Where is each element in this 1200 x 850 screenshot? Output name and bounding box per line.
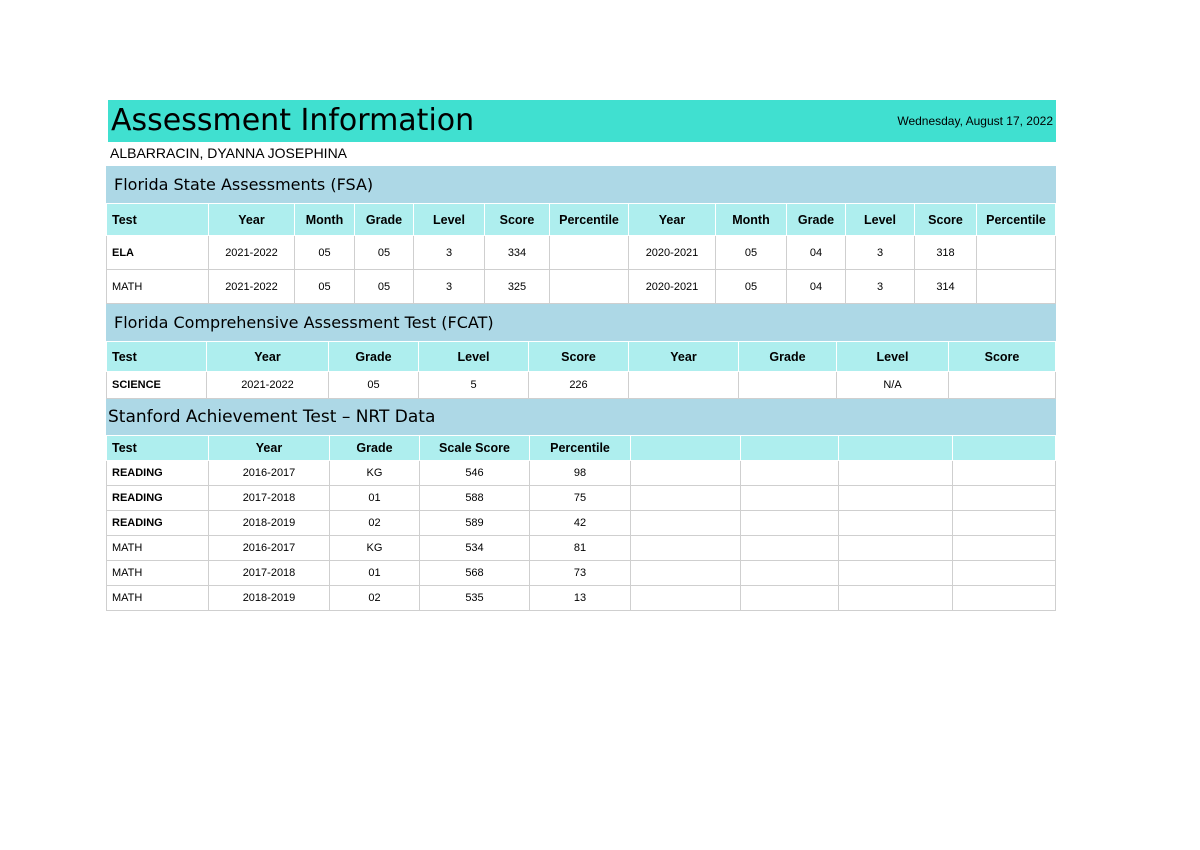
table-cell: 226 (529, 372, 629, 399)
table-cell: 568 (420, 561, 530, 586)
column-header: Score (485, 204, 550, 236)
table-cell (631, 586, 741, 611)
table-cell (550, 270, 629, 304)
fsa-table (106, 203, 1056, 304)
table-cell: 73 (530, 561, 631, 586)
nrt-header-row (107, 436, 1056, 461)
table-cell: READING (107, 461, 209, 486)
table-cell: 589 (420, 511, 530, 536)
column-header: Percentile (530, 436, 631, 461)
table-row (107, 372, 1056, 399)
column-header: Month (716, 204, 787, 236)
table-cell (629, 372, 739, 399)
table-cell: 546 (420, 461, 530, 486)
column-header: Test (107, 342, 207, 372)
table-cell: READING (107, 511, 209, 536)
table-cell: 81 (530, 536, 631, 561)
table-cell: 2016-2017 (209, 536, 330, 561)
student-name: ALBARRACIN, DYANNA JOSEPHINA (110, 145, 348, 161)
page-title: Assessment Information (111, 103, 475, 138)
table-cell (839, 536, 953, 561)
table-cell (631, 536, 741, 561)
column-header (741, 436, 839, 461)
table-cell: 3 (846, 236, 915, 270)
column-header: Test (107, 436, 209, 461)
table-cell: 42 (530, 511, 631, 536)
column-header: Grade (739, 342, 837, 372)
column-header (953, 436, 1056, 461)
table-cell: 5 (419, 372, 529, 399)
table-cell: 334 (485, 236, 550, 270)
table-cell: MATH (107, 270, 209, 304)
table-cell (839, 586, 953, 611)
table-cell (741, 461, 839, 486)
table-row (107, 586, 1056, 611)
table-cell: 325 (485, 270, 550, 304)
table-cell: 2018-2019 (209, 586, 330, 611)
table-cell: 314 (915, 270, 977, 304)
column-header: Percentile (550, 204, 629, 236)
column-header: Level (846, 204, 915, 236)
table-cell: READING (107, 486, 209, 511)
table-cell: N/A (837, 372, 949, 399)
column-header: Level (414, 204, 485, 236)
table-cell: MATH (107, 561, 209, 586)
table-row (107, 236, 1056, 270)
table-cell: 2021-2022 (209, 270, 295, 304)
table-cell (953, 486, 1056, 511)
table-row (107, 536, 1056, 561)
table-cell (741, 511, 839, 536)
table-cell (953, 461, 1056, 486)
table-cell: 3 (414, 270, 485, 304)
table-cell: 588 (420, 486, 530, 511)
table-cell: 2020-2021 (629, 236, 716, 270)
table-row (107, 511, 1056, 536)
table-cell: 05 (716, 270, 787, 304)
table-cell: 04 (787, 270, 846, 304)
table-row (107, 486, 1056, 511)
table-cell (953, 536, 1056, 561)
fcat-table (106, 341, 1056, 399)
table-cell (741, 561, 839, 586)
column-header: Year (629, 204, 716, 236)
table-cell: 04 (787, 236, 846, 270)
table-cell: 02 (330, 586, 420, 611)
table-cell: 535 (420, 586, 530, 611)
table-cell: 318 (915, 236, 977, 270)
table-cell: 05 (355, 236, 414, 270)
column-header: Month (295, 204, 355, 236)
table-cell: SCIENCE (107, 372, 207, 399)
table-cell (631, 461, 741, 486)
column-header: Grade (355, 204, 414, 236)
nrt-section-title: Stanford Achievement Test – NRT Data (106, 399, 1056, 435)
table-cell (839, 561, 953, 586)
table-cell (741, 586, 839, 611)
table-cell: 2017-2018 (209, 486, 330, 511)
table-cell (953, 586, 1056, 611)
fcat-section-title: Florida Comprehensive Assessment Test (FCAT) (106, 304, 1056, 341)
table-cell (949, 372, 1056, 399)
column-header: Year (209, 436, 330, 461)
table-cell: 05 (716, 236, 787, 270)
table-row (107, 561, 1056, 586)
column-header: Year (209, 204, 295, 236)
table-row (107, 461, 1056, 486)
table-cell (741, 486, 839, 511)
table-cell: KG (330, 536, 420, 561)
column-header: Score (529, 342, 629, 372)
table-cell: 2021-2022 (207, 372, 329, 399)
fcat-header-row (107, 342, 1056, 372)
table-cell: MATH (107, 536, 209, 561)
column-header (631, 436, 741, 461)
table-cell: 2017-2018 (209, 561, 330, 586)
table-cell: 02 (330, 511, 420, 536)
table-cell (839, 486, 953, 511)
table-cell: MATH (107, 586, 209, 611)
table-cell: 534 (420, 536, 530, 561)
table-cell (631, 511, 741, 536)
table-cell: 2020-2021 (629, 270, 716, 304)
table-cell: 01 (330, 486, 420, 511)
table-cell: 3 (414, 236, 485, 270)
table-row (107, 270, 1056, 304)
column-header: Year (629, 342, 739, 372)
table-cell: 05 (295, 236, 355, 270)
table-cell: 98 (530, 461, 631, 486)
column-header: Grade (787, 204, 846, 236)
column-header: Level (837, 342, 949, 372)
table-cell: 05 (355, 270, 414, 304)
column-header: Percentile (977, 204, 1056, 236)
table-cell (741, 536, 839, 561)
table-cell: 2021-2022 (209, 236, 295, 270)
table-cell: 13 (530, 586, 631, 611)
column-header (839, 436, 953, 461)
table-cell: 2018-2019 (209, 511, 330, 536)
table-cell (631, 561, 741, 586)
table-cell: 05 (295, 270, 355, 304)
column-header: Test (107, 204, 209, 236)
table-cell (839, 511, 953, 536)
table-cell (977, 270, 1056, 304)
table-cell (550, 236, 629, 270)
column-header: Level (419, 342, 529, 372)
column-header: Grade (330, 436, 420, 461)
table-cell: ELA (107, 236, 209, 270)
table-cell (953, 561, 1056, 586)
table-cell (839, 461, 953, 486)
table-cell: 05 (329, 372, 419, 399)
report-date: Wednesday, August 17, 2022 (897, 114, 1053, 128)
table-cell: 01 (330, 561, 420, 586)
column-header: Score (949, 342, 1056, 372)
table-cell: KG (330, 461, 420, 486)
table-cell: 2016-2017 (209, 461, 330, 486)
table-cell: 75 (530, 486, 631, 511)
table-cell (631, 486, 741, 511)
table-cell (977, 236, 1056, 270)
report-header (108, 100, 1056, 142)
column-header: Year (207, 342, 329, 372)
table-cell: 3 (846, 270, 915, 304)
table-cell (953, 511, 1056, 536)
fsa-header-row (107, 204, 1056, 236)
column-header: Scale Score (420, 436, 530, 461)
column-header: Score (915, 204, 977, 236)
column-header: Grade (329, 342, 419, 372)
assessment-report (106, 100, 1056, 611)
fsa-section-title: Florida State Assessments (FSA) (106, 166, 1056, 203)
nrt-table (106, 435, 1056, 611)
table-cell (739, 372, 837, 399)
